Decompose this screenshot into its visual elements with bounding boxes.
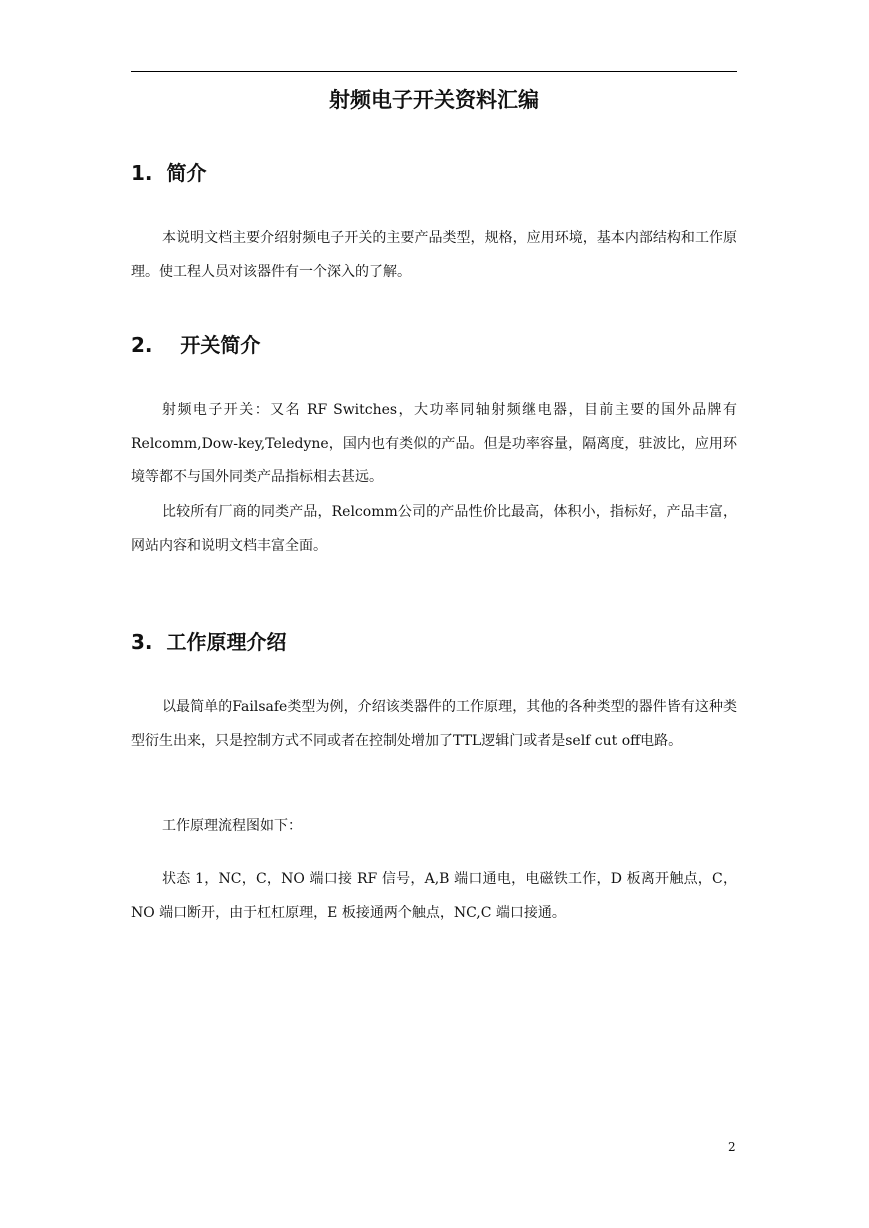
section-1-heading (131, 157, 206, 186)
section-title: 简介 (166, 161, 207, 185)
section-number: 1. (131, 161, 153, 185)
paragraph: 本说明文档主要介绍射频电子开关的主要产品类型，规格，应用环境，基本内部结构和工作原理。使工程人员对该器件有一个深入的了解。 (131, 230, 737, 280)
paragraph: 比较所有厂商的同类产品，Relcomm公司的产品性价比最高，体积小，指标好，产品丰富，网站内容和说明文档丰富全面。 (131, 504, 737, 554)
paragraph: 工作原理流程图如下： (162, 818, 302, 834)
page-number: 2 (728, 1140, 736, 1154)
section-title: 工作原理介绍 (166, 630, 287, 654)
header-rule (131, 71, 737, 72)
section-number: 3. (131, 630, 153, 654)
section-title: 开关简介 (180, 333, 261, 357)
section-2-heading (131, 329, 260, 358)
paragraph: 以最简单的Failsafe类型为例，介绍该类器件的工作原理，其他的各种类型的器件皆有这种类型衍生出来，只是控制方式不同或者在控制处增加了TTL逻辑门或者是self cut off电路。 (131, 699, 737, 749)
paragraph: 状态 1，NC，C，NO 端口接 RF 信号，A,B 端口通电，电磁铁工作，D 板离开触点，C，NO 端口断开，由于杠杠原理，E 板接通两个触点，NC,C 端口接通。 (131, 871, 737, 921)
paragraph: 射频电子开关：又名 RF Switches，大功率同轴射频继电器，目前主要的国外品牌有Relcomm,Dow-key,Teledyne，国内也有类似的产品。但是功率容量，隔离度，驻波比，应用环境等都不与国外同类产品指标相去甚远。 (131, 402, 737, 485)
document-title: 射频电子开关资料汇编 (329, 88, 539, 112)
section-3-heading (131, 626, 286, 655)
section-number: 2. (131, 333, 153, 357)
